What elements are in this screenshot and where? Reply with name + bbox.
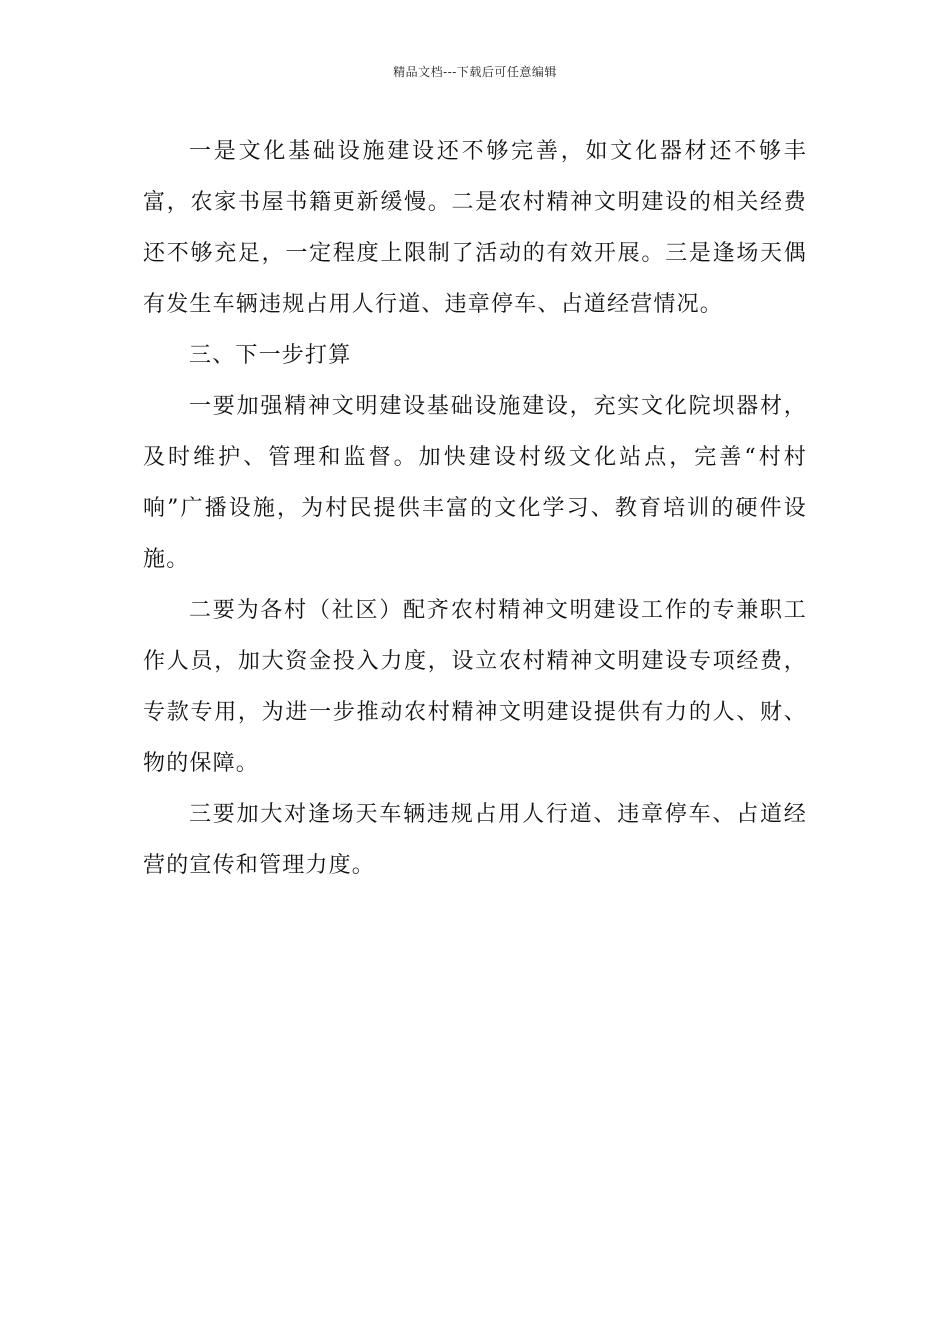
- paragraph-plan-one: 一要加强精神文明建设基础设施建设，充实文化院坝器材，及时维护、管理和监督。加快建设村级文化站点，完善“村村响”广播设施，为村民提供丰富的文化学习、教育培训的硬件设施。: [143, 394, 807, 572]
- paragraph-problems: 一是文化基础设施建设还不够完善，如文化器材还不够丰富，农家书屋书籍更新缓慢。二是农村精神文明建设的相关经费还不够充足，一定程度上限制了活动的有效开展。三是逢场天偶有发生车辆违规占用人行道、违章停车、占道经营情况。: [143, 139, 807, 317]
- paragraph-plan-three: 三要加大对逢场天车辆违规占用人行道、违章停车、占道经营的宣传和管理力度。: [143, 802, 807, 878]
- paragraph-plan-two: 二要为各村（社区）配齐农村精神文明建设工作的专兼职工作人员，加大资金投入力度，设立农村精神文明建设专项经费，专款专用，为进一步推动农村精神文明建设提供有力的人、财、物的保障。: [143, 598, 807, 776]
- section-heading-next-steps: 三、下一步打算: [189, 343, 352, 368]
- document-body: [143, 126, 807, 891]
- page-header: 精品文档---下载后可任意编辑: [393, 65, 557, 79]
